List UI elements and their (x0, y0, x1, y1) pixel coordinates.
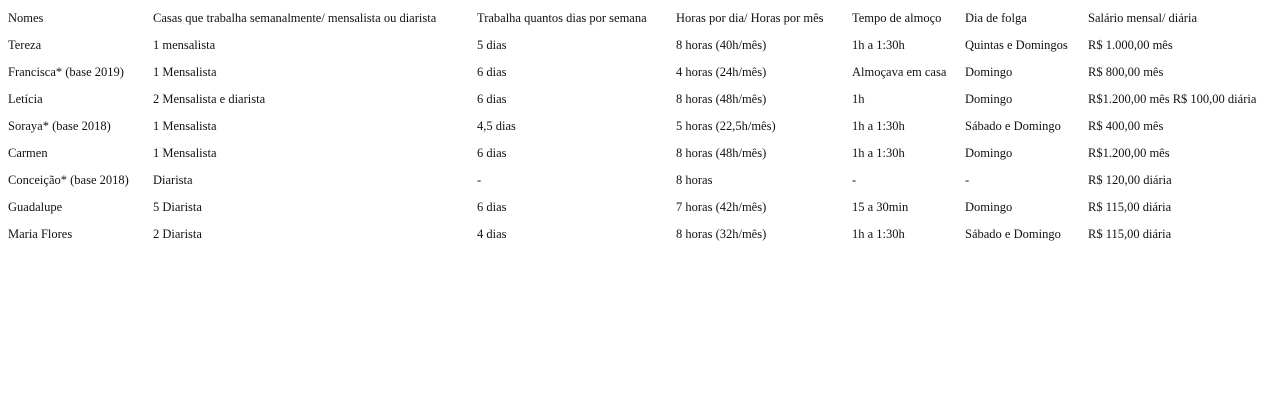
cell-almoco: Almoçava em casa (852, 65, 947, 79)
table-row (5, 32, 1283, 59)
column-header-salario: Salário mensal/ diária (1088, 11, 1197, 25)
column-header-horas: Horas por dia/ Horas por mês (676, 11, 824, 25)
cell-nome: Letícia (8, 92, 43, 106)
cell-horas: 7 horas (42h/mês) (676, 200, 767, 214)
cell-almoco: 1h a 1:30h (852, 146, 905, 160)
cell-horas: 5 horas (22,5h/mês) (676, 119, 776, 133)
cell-dias: 5 dias (477, 38, 507, 52)
cell-dias: 6 dias (477, 65, 507, 79)
column-header-dias-semana: Trabalha quantos dias por semana (477, 11, 647, 25)
cell-horas: 8 horas (32h/mês) (676, 227, 767, 241)
cell-folga: Sábado e Domingo (965, 119, 1061, 133)
cell-dias: 6 dias (477, 146, 507, 160)
table-row (5, 140, 1283, 167)
cell-salario: R$ 400,00 mês (1088, 119, 1164, 133)
column-header-almoco: Tempo de almoço (852, 11, 942, 25)
cell-dias: 4 dias (477, 227, 507, 241)
cell-folga: Domingo (965, 200, 1013, 214)
table-row (5, 221, 1283, 248)
table-row (5, 194, 1283, 221)
cell-nome: Guadalupe (8, 200, 63, 214)
cell-nome: Francisca* (base 2019) (8, 65, 124, 79)
cell-salario: R$1.200,00 mês (1088, 146, 1170, 160)
cell-casas: 1 Mensalista (153, 119, 217, 133)
cell-almoco: - (852, 173, 857, 187)
cell-salario: R$ 120,00 diária (1088, 173, 1172, 187)
cell-folga: Quintas e Domingos (965, 38, 1068, 52)
column-header-nomes: Nomes (8, 11, 44, 25)
data-table (5, 5, 1283, 248)
table-row (5, 167, 1283, 194)
cell-salario: R$1.200,00 mês R$ 100,00 diária (1088, 92, 1257, 106)
cell-casas: 1 mensalista (153, 38, 216, 52)
column-header-casas: Casas que trabalha semanalmente/ mensalista ou diarista (153, 11, 437, 25)
cell-folga: Domingo (965, 65, 1013, 79)
cell-folga: Domingo (965, 92, 1013, 106)
cell-horas: 8 horas (40h/mês) (676, 38, 767, 52)
cell-folga: - (965, 173, 970, 187)
cell-dias: 6 dias (477, 200, 507, 214)
cell-folga: Domingo (965, 146, 1013, 160)
cell-salario: R$ 1.000,00 mês (1088, 38, 1173, 52)
cell-casas: 1 Mensalista (153, 65, 217, 79)
cell-nome: Carmen (8, 146, 48, 160)
cell-folga: Sábado e Domingo (965, 227, 1061, 241)
cell-dias: 4,5 dias (477, 119, 516, 133)
cell-salario: R$ 115,00 diária (1088, 227, 1172, 241)
cell-casas: 2 Diarista (153, 227, 202, 241)
cell-nome: Maria Flores (8, 227, 73, 241)
cell-nome: Conceição* (base 2018) (8, 173, 129, 187)
table-row (5, 86, 1283, 113)
cell-horas: 8 horas (48h/mês) (676, 92, 767, 106)
cell-salario: R$ 800,00 mês (1088, 65, 1164, 79)
column-header-folga: Dia de folga (965, 11, 1027, 25)
cell-horas: 8 horas (676, 173, 713, 187)
cell-dias: - (477, 173, 482, 187)
cell-casas: 2 Mensalista e diarista (153, 92, 266, 106)
table-row (5, 113, 1283, 140)
cell-horas: 8 horas (48h/mês) (676, 146, 767, 160)
cell-almoco: 1h a 1:30h (852, 119, 905, 133)
cell-casas: 1 Mensalista (153, 146, 217, 160)
cell-almoco: 1h a 1:30h (852, 227, 905, 241)
cell-almoco: 1h a 1:30h (852, 38, 905, 52)
table-row (5, 59, 1283, 86)
cell-casas: Diarista (153, 173, 193, 187)
cell-nome: Soraya* (base 2018) (8, 119, 111, 133)
cell-dias: 6 dias (477, 92, 507, 106)
cell-horas: 4 horas (24h/mês) (676, 65, 767, 79)
cell-casas: 5 Diarista (153, 200, 202, 214)
cell-salario: R$ 115,00 diária (1088, 200, 1172, 214)
cell-almoco: 1h (852, 92, 865, 106)
cell-almoco: 15 a 30min (852, 200, 909, 214)
table-header-row (5, 5, 1283, 32)
cell-nome: Tereza (8, 38, 42, 52)
